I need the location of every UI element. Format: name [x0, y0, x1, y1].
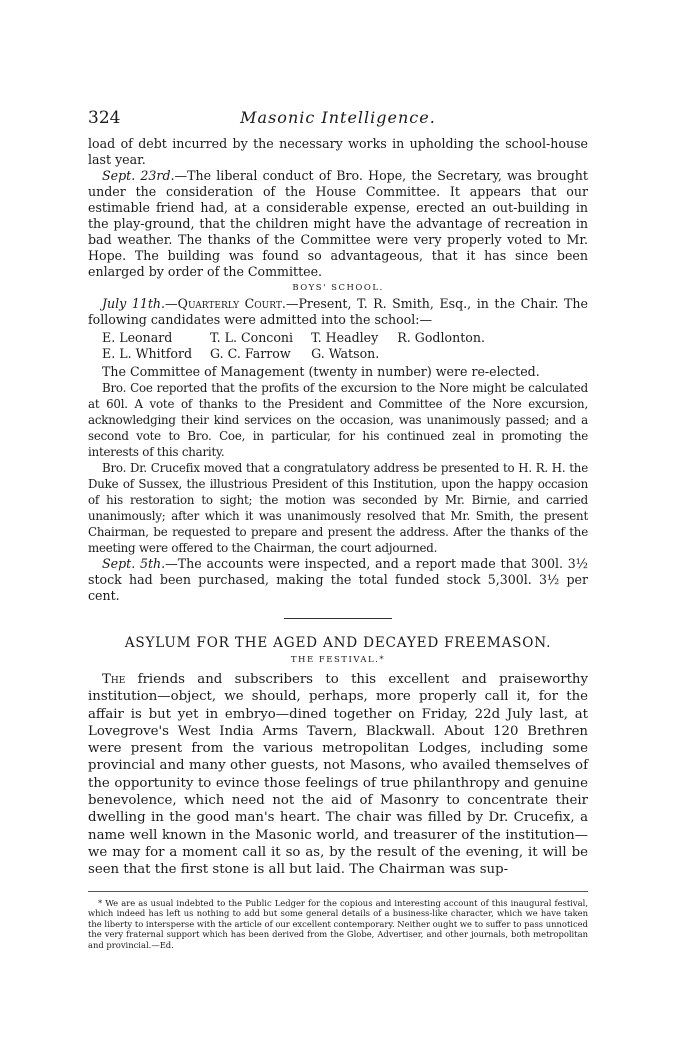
- candidate-name: G. Watson.: [311, 346, 380, 361]
- girls-paragraph-2: [88, 168, 588, 280]
- asylum-text: friends and subscribers to this excellent and praiseworthy institution—object, we should, perhaps, more properly call it, for the affair is but yet in embryo—dined together on Friday, 22d July last, at Lovegrove's West India Arms Tavern, Blackwall. About 120 Brethren were present from the various metropolitan Lodges, including some provincial and many other guests, not Masons, who availed themselves of the opportunity to evince those feelings of true philanthropy and genuine benevolence, which need not the aid of Masonry to concentrate their dwelling in the good man's heart. The chair was filled by Dr. Crucefix, a name well known in the Masonic world, and treasurer of the institution—we may for a moment call it so as, by the result of the evening, it will be seen that the first stone is all but laid. The Chairman was sup-: [88, 672, 588, 878]
- boys-date-1: July 11th.: [102, 296, 166, 311]
- candidates-row: [102, 330, 503, 346]
- boys-paragraph-5: [88, 556, 588, 604]
- candidates-table: [102, 330, 503, 362]
- boys-text-1: —Present, T. R. Smith, Esq., in the Chair. The following candidates were admitted into the school:—: [88, 296, 588, 327]
- candidate-name: E. Leonard: [102, 330, 173, 345]
- candidate-name: R. Godlonton.: [397, 330, 485, 345]
- boys-court: —Quarterly Court.: [165, 296, 286, 311]
- asylum-lead-word: The: [102, 672, 126, 687]
- girls-paragraph-1: load of debt incurred by the necessary works in upholding the school-house last year.: [88, 136, 588, 167]
- boys-paragraph-4: Bro. Dr. Crucefix moved that a congratulatory address be presented to H. R. H. the Duke of Sussex, the illustrious President of this Institution, upon the happy occasion of his restoration to sight; the motion was seconded by Mr. Birnie, and carried unanimously; after which it was unanimously resolved that Mr. Smith, the present Chairman, be requested to prepare and present the address. After the thanks of the meeting were offered to the Chairman, the court adjourned.: [88, 461, 588, 555]
- boys-date-5: Sept. 5th.: [102, 556, 166, 571]
- festival-subheading: THE FESTIVAL.*: [290, 655, 386, 665]
- page: [88, 108, 588, 951]
- running-title: Masonic Intelligence.: [240, 108, 436, 127]
- girls-text: —The liberal conduct of Bro. Hope, the Secretary, was brought under the consideration of the House Committee. It appears that our estimable friend had, at a considerable expense, erected an out-building in the play-ground, that the children might have the advantage of recreation in bad weather. The thanks of the Committee were very properly voted to Mr. Hope. The building was found so advantageous, that it has since been enlarged by order of the Committee.: [88, 168, 588, 279]
- boys-paragraph-2: The Committee of Management (twenty in number) were re-elected.: [102, 364, 540, 379]
- candidate-name: T. L. Conconi: [210, 330, 294, 345]
- page-header: [88, 108, 588, 130]
- page-number: 324: [88, 108, 121, 128]
- boys-paragraph-1: [88, 296, 588, 328]
- section-divider: [284, 618, 392, 619]
- boys-paragraph-3: Bro. Coe reported that the profits of the excursion to the Nore might be calculated at 60l. A vote of thanks to the President and Committee of the Nore excursion, acknowledging their kind services on the occasion, was unanimously passed; and a second vote to Bro. Coe, in particular, for his continued zeal in promoting the interests of this charity.: [88, 381, 588, 459]
- boys-school-heading: BOYS' SCHOOL.: [292, 283, 384, 293]
- candidate-name: [397, 346, 503, 362]
- candidates-row: [102, 346, 503, 362]
- footnote: * We are as usual indebted to the Public Ledger for the copious and interesting account of this inaugural festival, which indeed has left us nothing to add but some general details of a business-like character, which we have taken the liberty to intersperse with the article of our excellent contemporary. Neither ought we to suffer to pass unnoticed the very fraternal support which has been derived from the Globe, Advertiser, and other journals, both metropolitan and provincial.—Ed.: [88, 897, 588, 950]
- footnote-divider: [88, 891, 588, 892]
- boys-text-5: —The accounts were inspected, and a report made that 300l. 3½ stock had been purchased, making the total funded stock 5,300l. 3½ per cent.: [88, 556, 588, 603]
- candidate-name: T. Headley: [311, 330, 379, 345]
- candidate-name: G. C. Farrow: [210, 346, 291, 361]
- asylum-paragraph: [88, 671, 588, 879]
- girls-date: Sept. 23rd.: [102, 168, 175, 183]
- candidate-name: E. L. Whitford: [102, 346, 193, 361]
- asylum-heading: ASYLUM FOR THE AGED AND DECAYED FREEMASON.: [124, 635, 552, 651]
- asylum-body: [88, 671, 588, 879]
